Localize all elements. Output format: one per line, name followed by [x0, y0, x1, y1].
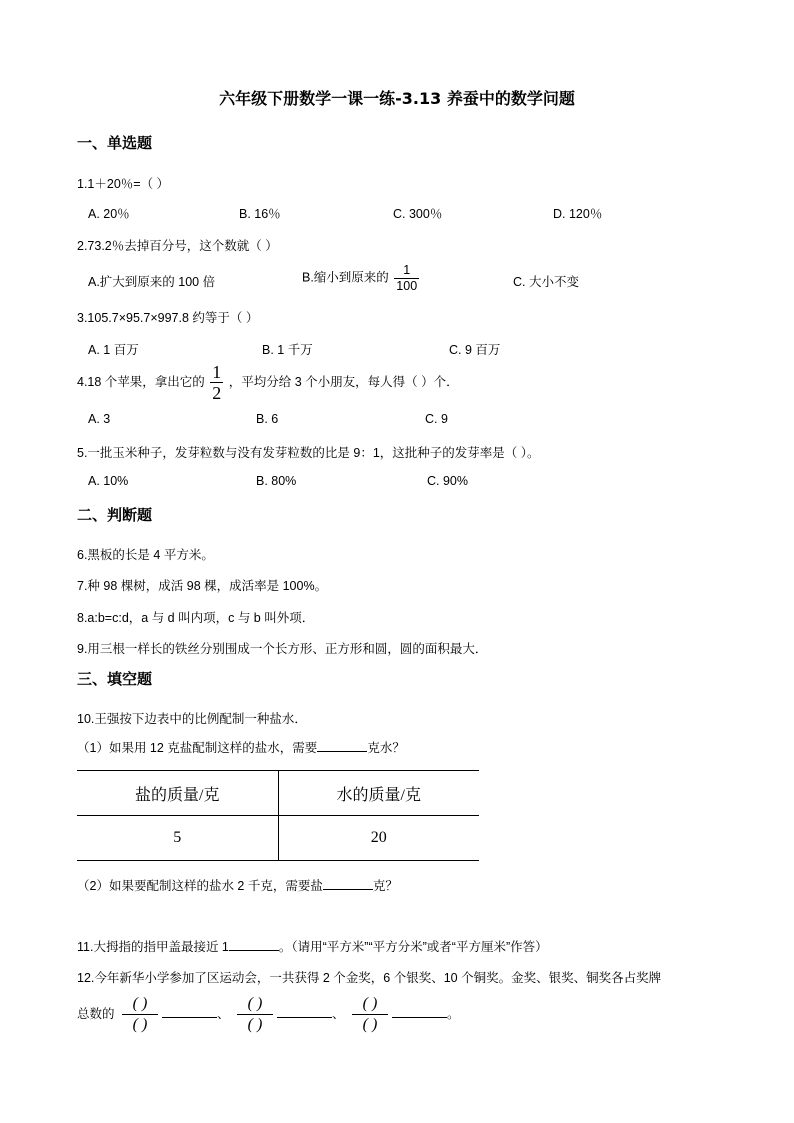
question-1: 1.1＋20％=（ ）: [77, 177, 170, 191]
question-9: 9.用三根一样长的铁丝分别围成一个长方形、正方形和圆，圆的面积最大．: [77, 642, 488, 656]
q12-fraction-gold: [122, 996, 158, 1033]
question-8: 8.a:b=c:d，a 与 d 叫内项，c 与 b 叫外项．: [77, 611, 315, 625]
question-4: [77, 363, 459, 402]
q2-fraction-numerator: 1: [403, 263, 411, 277]
question-3: 3.105.7×95.7×997.8 约等于（ ）: [77, 311, 259, 325]
q11-text: 11.大拇指的指甲盖最接近 1: [77, 940, 229, 954]
question-2: 2.73.2％去掉百分号，这个数就（ ）: [77, 239, 278, 253]
table-cell-water: 20: [278, 816, 479, 861]
q2-fraction-denominator: 100: [396, 278, 418, 293]
q3-option-c: C. 9 百万: [449, 343, 501, 357]
q1-option-b: B. 16％: [239, 207, 281, 221]
q4-option-a: A. 3: [88, 412, 111, 426]
question-10: 10.王强按下边表中的比例配制一种盐水．: [77, 712, 307, 726]
question-7: 7.种 98 棵树，成活 98 棵，成活率是 100%。: [77, 579, 328, 593]
q11-blank[interactable]: [229, 938, 279, 951]
section-heading-true-false: 二、判断题: [77, 506, 153, 524]
page-title: 六年级下册数学一课一练-3.13 养蚕中的数学问题: [219, 89, 575, 108]
q2-option-b: [302, 264, 421, 292]
fraction-numerator: ( ): [362, 995, 378, 1012]
q10-part1-text: （1）如果用 12 克盐配制这样的盐水，需要: [77, 741, 318, 755]
q2-option-c: C. 大小不变: [513, 275, 579, 289]
question-10-part-2: [77, 876, 398, 894]
table-header-row: [77, 771, 479, 816]
q3-option-a: A. 1 百万: [88, 343, 139, 357]
q4-fraction: [210, 363, 223, 402]
fraction-numerator: ( ): [132, 995, 148, 1012]
question-5: 5.一批玉米种子，发芽粒数与没有发芽粒数的比是 9：1，这批种子的发芽率是（ ）。: [77, 446, 540, 460]
table-header-salt: 盐的质量/克: [77, 771, 278, 816]
q1-option-c: C. 300％: [393, 207, 443, 221]
section-heading-fill-blank: 三、填空题: [77, 670, 153, 688]
q5-option-b: B. 80%: [256, 474, 297, 488]
question-12-answers: [77, 996, 460, 1033]
q4-fraction-numerator: 1: [212, 362, 222, 382]
question-12: 12.今年新华小学参加了区运动会，一共获得 2 个金奖，6 个银奖、10 个铜奖。金奖、银奖、铜奖各占奖牌: [77, 971, 662, 985]
ratio-table: [77, 770, 479, 861]
fraction-bar: [352, 1014, 388, 1015]
question-6: 6.黑板的长是 4 平方米。: [77, 548, 214, 562]
question-10-part-1: [77, 738, 405, 756]
q5-option-a: A. 10%: [88, 474, 129, 488]
fraction-denominator: ( ): [132, 1016, 148, 1033]
q12-fraction-silver: [237, 996, 273, 1033]
q12-blank-gold[interactable]: [162, 1005, 217, 1018]
q12-blank-bronze[interactable]: [392, 1005, 447, 1018]
q10-part2-text: （2）如果要配制这样的盐水 2 千克，需要盐: [77, 879, 323, 893]
q2-option-a: A.扩大到原来的 100 倍: [88, 275, 216, 289]
table-cell-salt: 5: [77, 816, 278, 861]
q2-fraction: [394, 264, 419, 292]
fraction-bar: [237, 1014, 273, 1015]
q4-suffix: ，平均分给 3 个小朋友，每人得（ ）个．: [228, 374, 459, 389]
q1-option-d: D. 120％: [553, 207, 603, 221]
fraction-numerator: ( ): [247, 995, 263, 1012]
q4-option-b: B. 6: [256, 412, 279, 426]
separator: 、: [217, 1006, 230, 1021]
q3-option-b: B. 1 千万: [262, 343, 313, 357]
q12-blank-silver[interactable]: [277, 1005, 332, 1018]
q10-part2-suffix: 克？: [372, 879, 398, 893]
q4-prefix: 4.18 个苹果，拿出它的: [77, 374, 205, 389]
q10-part1-blank[interactable]: [317, 739, 367, 752]
q1-option-a: A. 20％: [88, 207, 130, 221]
q12-prefix: 总数的: [77, 1006, 115, 1021]
table-row: [77, 816, 479, 861]
q4-fraction-denominator: 2: [212, 383, 222, 403]
q2-option-b-label: B.缩小到原来的: [302, 270, 389, 285]
q5-option-c: C. 90%: [427, 474, 468, 488]
q11-suffix: 。（请用“平方米”“平方分米”或者“平方厘米”作答）: [278, 940, 548, 954]
q4-option-c: C. 9: [425, 412, 448, 426]
question-11: [77, 937, 548, 955]
q12-fraction-bronze: [352, 996, 388, 1033]
section-heading-single-choice: 一、单选题: [77, 134, 153, 152]
end-mark: 。: [447, 1006, 460, 1021]
fraction-denominator: ( ): [362, 1016, 378, 1033]
fraction-denominator: ( ): [247, 1016, 263, 1033]
q10-part1-suffix: 克水？: [367, 741, 405, 755]
separator: 、: [332, 1006, 345, 1021]
q10-part2-blank[interactable]: [323, 877, 373, 890]
table-header-water: 水的质量/克: [278, 771, 479, 816]
fraction-bar: [122, 1014, 158, 1015]
